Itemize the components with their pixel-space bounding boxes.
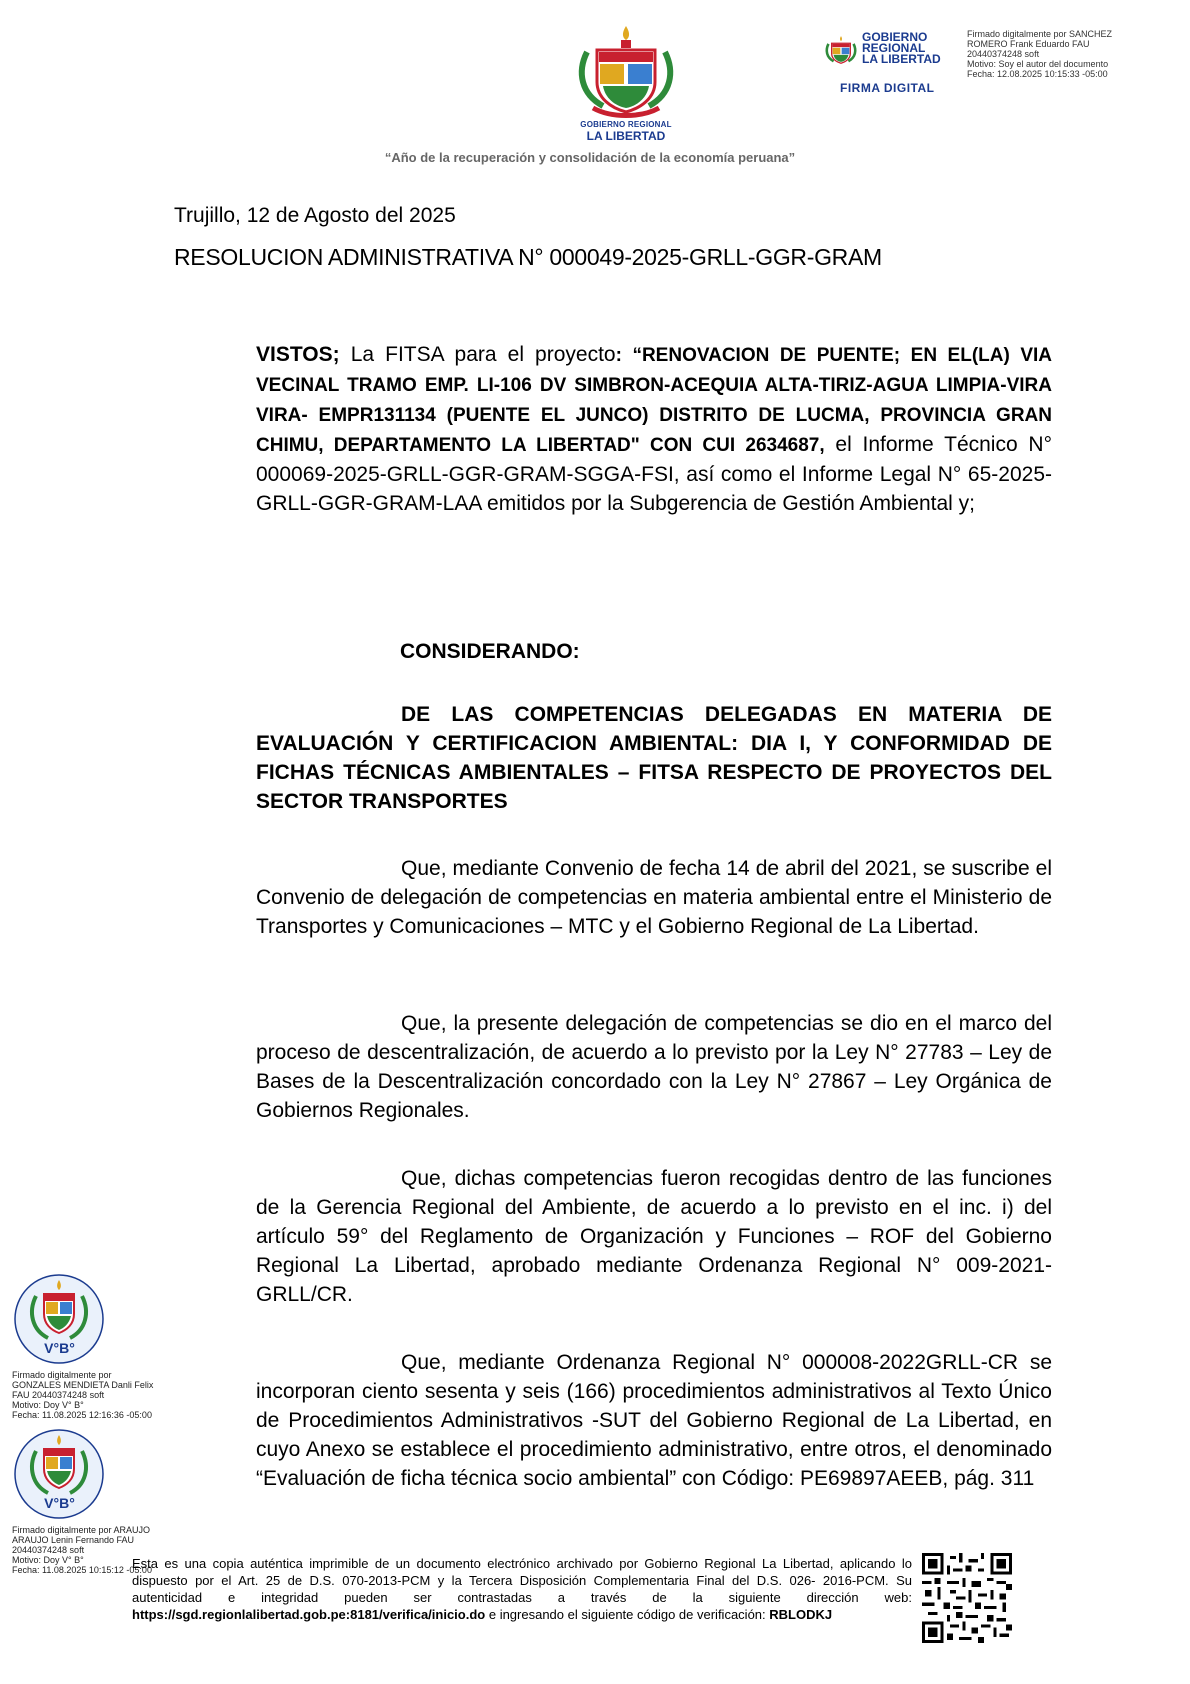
section-heading: DE LAS COMPETENCIAS DELEGADAS EN MATERIA DE EVALUACIÓN Y CERTIFICACION AMBIENTAL: DIA I, Y CONFORMIDAD DE FICHAS TÉCNICAS AMBIENTALES – FITSA RESPECTO DE PROYECTOS DEL SECTOR TRANSPORTES [256, 703, 1052, 813]
vobo-stamp [12, 1272, 107, 1367]
stamp-line: Fecha: 11.08.2025 10:15:12 -05:00 [12, 1565, 152, 1575]
stamp-line: Fecha: 11.08.2025 12:16:36 -05:00 [12, 1410, 152, 1420]
authenticity-notice [132, 1555, 912, 1623]
resolution-title: RESOLUCION ADMINISTRATIVA N° 000049-2025-GRLL-GGR-GRAM [174, 244, 882, 270]
stamp-line: 20440374248 soft [12, 1545, 85, 1555]
stamp-line: Firmado digitalmente por [12, 1370, 112, 1380]
signature-line: 20440374248 soft [967, 49, 1040, 59]
stamp-line: Firmado digitalmente por ARAUJO [12, 1525, 151, 1535]
paragraph-2: Que, la presente delegación de competencias se dio en el marco del proceso de descentralización, de acuerdo a lo previsto por la Ley N° 27783 – Ley de Bases de la Descentralización concordado con la Ley N° 27867 – Ley Orgánica de Gobiernos Regionales. [256, 1012, 1052, 1122]
regional-crest-icon [822, 28, 860, 72]
signature-logo-line2: REGIONAL [862, 41, 926, 55]
vobo-label: V°B° [44, 1495, 75, 1511]
verification-code: RBLODKJ [769, 1607, 833, 1622]
qr-code-icon [922, 1553, 1012, 1643]
signature-logo-line3: LA LIBERTAD [862, 52, 941, 66]
digital-signature-details [967, 29, 1177, 79]
paragraph-3: Que, dichas competencias fueron recogidas dentro de las funciones de la Gerencia Regional del Ambiente, de acuerdo a lo previsto en el inc. i) del artículo 59° del Reglamento de Organización y Funciones – ROF del Gobierno Regional La Libertad, aprobado mediante Ordenanza Regional N° 009-2021-GRLL/CR. [256, 1167, 1052, 1306]
vistos-rest: el Informe Técnico N° 000069-2025-GRLL-GGR-GRAM-SGGA-FSI, así como el Informe Legal N° 65-2025-GRLL-GGR-GRAM-LAA emitidos por la Subgerencia de Gestión Ambiental y; [256, 433, 1052, 515]
stamp-line: Motivo: Doy V° B° [12, 1555, 84, 1565]
signature-line: ROMERO Frank Eduardo FAU [967, 39, 1090, 49]
stamp-line: FAU 20440374248 soft [12, 1390, 105, 1400]
regional-crest-logo [567, 22, 685, 148]
vistos-paragraph [256, 340, 1052, 518]
regional-crest-icon [567, 22, 685, 120]
signature-line: Fecha: 12.08.2025 10:15:33 -05:00 [967, 69, 1108, 79]
signature-logo-text [862, 32, 941, 65]
stamp-line: ARAUJO Lenin Fernando FAU [12, 1535, 135, 1545]
crest-name-line1: GOBIERNO REGIONAL [580, 120, 672, 129]
firma-digital-label: FIRMA DIGITAL [840, 81, 935, 95]
vistos-project: : “RENOVACION DE PUENTE; EN EL(LA) VIA VECINAL TRAMO EMP. LI-106 DV SIMBRON-ACEQUIA ALTA-TIRIZ-AGUA LIMPIA-VIRA VIRA- EMPR131134 (PUENTE EL JUNCO) DISTRITO DE LUCMA, PROVINCIA GRAN CHIMU, DEPARTAMENTO LA LIBERTAD" CON CUI 2634687, [256, 345, 1053, 456]
signature-line: Firmado digitalmente por SANCHEZ [967, 29, 1113, 39]
institutional-motto: “Año de la recuperación y consolidación de la economía peruana” [384, 150, 796, 165]
verification-link[interactable]: https://sgd.regionlalibertad.gob.pe:8181/verifica/inicio.do [132, 1607, 486, 1622]
footer-text-after-url: e ingresando el siguiente código de verificación: [485, 1607, 770, 1622]
place-and-date: Trujillo, 12 de Agosto del 2025 [174, 204, 456, 227]
paragraph-1: Que, mediante Convenio de fecha 14 de abril del 2021, se suscribe el Convenio de delegación de competencias en materia ambiental entre el Ministerio de Transportes y Comunicaciones – MTC y el Gobierno Regional de La Libertad. [256, 857, 1052, 938]
stamp-line: Motivo: Doy V° B° [12, 1400, 84, 1410]
paragraph-4: Que, mediante Ordenanza Regional N° 000008-2022GRLL-CR se incorporan ciento sesenta y seis (166) procedimientos administrativos al Texto Único de Procedimientos Administrativos -SUT del Gobierno Regional de La Libertad, en cuyo Anexo se establece el procedimiento administrativo, entre otros, el denominado “Evaluación de ficha técnica socio ambiental” con Código: PE69897AEEB, pág. 311 [256, 1351, 1052, 1490]
considerando-heading: CONSIDERANDO: [400, 640, 580, 663]
signature-line: Motivo: Soy el autor del documento [967, 59, 1109, 69]
digital-signature-logo [822, 28, 962, 98]
vobo-label: V°B° [44, 1340, 75, 1356]
crest-name-line2: LA LIBERTAD [586, 129, 666, 143]
vobo-signature-details [12, 1370, 182, 1420]
signature-logo-line1: GOBIERNO [862, 30, 928, 44]
vobo-stamp [12, 1427, 107, 1522]
vistos-lead: VISTOS; [256, 343, 340, 366]
footer-text: Esta es una copia auténtica imprimible de un documento electrónico archivado por Gobierno Regional La Libertad, aplicando lo dispuesto por el Art. 25 de D.S. 070-2013-PCM y la Tercera Disposición Complementaria Final del D.S. 026- 2016-PCM. Su autenticidad e integridad pueden ser contrastadas a través de la siguiente dirección web: [132, 1556, 912, 1605]
stamp-line: GONZALES MENDIETA Danli Felix [12, 1380, 154, 1390]
vistos-intro: La FITSA para el proyecto [339, 343, 616, 366]
